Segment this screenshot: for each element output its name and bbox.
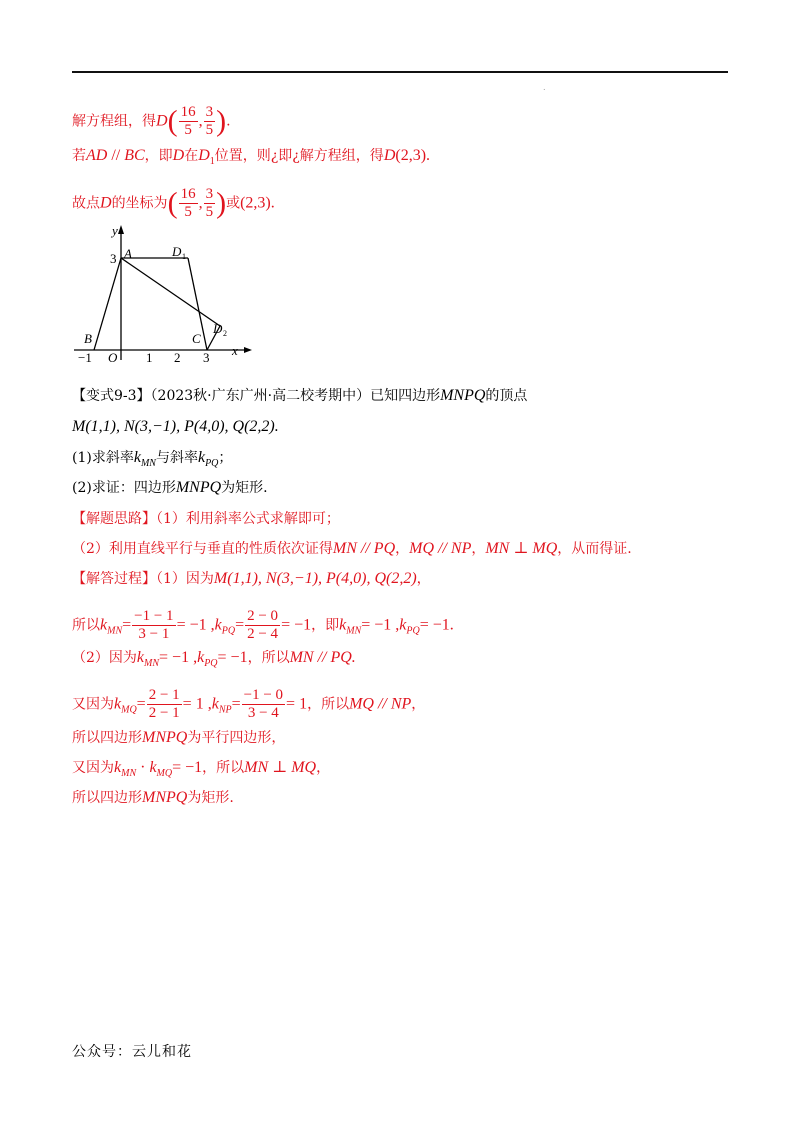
text: 或 — [226, 195, 241, 212]
text: 为矩形. — [187, 790, 234, 806]
denominator: 3 − 4 — [247, 705, 279, 721]
math: k — [197, 649, 205, 666]
fraction — [242, 687, 285, 722]
x-tick-minus-1: −1 — [78, 350, 92, 364]
subscript: PQ — [205, 458, 219, 469]
math: = — [136, 695, 146, 713]
text: 已知四边形 — [370, 388, 441, 404]
process-line-1 — [72, 569, 431, 589]
math: MNPQ — [440, 387, 486, 404]
math: BC — [124, 147, 145, 164]
text: ， — [395, 541, 410, 557]
solution-line-1: 解方程组，得D( $\frac{16}{5}$ , $\frac{3}{5}$ ). — [72, 104, 231, 138]
y-axis-arrow — [118, 225, 124, 234]
subscript: PQ — [221, 625, 236, 637]
text: ，所以 — [247, 650, 290, 666]
math: MNPQ — [175, 479, 222, 496]
x-tick-1: 1 — [146, 350, 153, 364]
process-line-7 — [72, 788, 234, 808]
point-label-d2: D — [213, 321, 223, 336]
subscript: MN — [144, 658, 160, 669]
fraction — [204, 186, 216, 221]
text: (2)求证：四边形 — [72, 480, 176, 496]
numerator: 3 — [205, 104, 214, 120]
text: 解方程组，得 — [72, 113, 156, 130]
math: MN ⊥ MQ — [485, 540, 558, 557]
text: 所以四边形 — [72, 790, 142, 806]
solution-line-2 — [72, 146, 430, 172]
math: · — [136, 759, 150, 776]
coordinate-figure — [72, 222, 262, 364]
fraction — [147, 687, 182, 722]
text: ，即 — [311, 617, 340, 634]
text: 所以 — [72, 617, 100, 634]
text: （1）利用斜率公式求解即可； — [156, 511, 340, 527]
point-label-d1: D — [172, 244, 182, 259]
paren-left: ( — [167, 186, 178, 220]
text: 为平行四边形， — [187, 730, 286, 746]
denominator: 5 — [205, 122, 214, 138]
header-rule — [72, 71, 728, 73]
numerator: 16 — [180, 104, 196, 120]
numerator: −1 − 0 — [243, 687, 284, 703]
idea-line-2 — [72, 539, 632, 559]
header-dot: . — [543, 83, 546, 92]
math: = −1 — [281, 616, 312, 634]
segment-AD2 — [121, 258, 220, 326]
math: k — [136, 649, 145, 666]
subscript: MQ — [121, 704, 137, 716]
text: ，从而得证. — [557, 541, 632, 557]
math: k — [339, 616, 347, 634]
math: k — [214, 616, 222, 634]
fraction — [179, 186, 198, 221]
math: MQ // NP — [349, 695, 412, 713]
point-label-d1-sub: 1 — [182, 252, 186, 261]
subscript: PQ — [204, 658, 218, 669]
math: D — [383, 147, 396, 164]
math: k — [149, 759, 157, 776]
numerator: 2 − 1 — [148, 687, 180, 703]
idea-line-1 — [72, 509, 340, 529]
denominator: 5 — [205, 204, 214, 220]
math: = 1 — [286, 695, 308, 713]
text: （2）利用直线平行与垂直的性质依次证得 — [72, 541, 333, 557]
math: MN ⊥ MQ — [244, 759, 317, 776]
text: 为矩形. — [221, 480, 268, 496]
idea-tag: 【解题思路】 — [72, 511, 156, 527]
process-line-2 — [72, 608, 454, 643]
text: 位置，则¿即¿解方程组，得 — [214, 148, 384, 164]
process-tag: 【解答过程】 — [72, 571, 156, 587]
math: k — [100, 616, 108, 634]
math: = −1. — [419, 616, 454, 634]
process-line-4 — [72, 687, 425, 722]
x-axis-arrow — [244, 347, 252, 353]
math: // — [107, 147, 125, 164]
text: （2）因为 — [72, 650, 137, 666]
text: 的坐标为 — [111, 195, 168, 212]
text: 的顶点 — [485, 388, 528, 404]
text: ，即 — [144, 148, 173, 164]
subscript: 1 — [209, 156, 215, 167]
denominator: 5 — [184, 204, 192, 220]
math: = −1 , — [361, 616, 400, 634]
fraction — [132, 608, 175, 643]
x-tick-3: 3 — [203, 350, 210, 364]
paren-right: ) — [216, 186, 227, 220]
problem-points — [72, 417, 279, 437]
subscript: NP — [218, 704, 232, 716]
math: k — [197, 449, 206, 466]
text: . — [226, 113, 231, 130]
paren-left: ( — [167, 104, 178, 138]
math: M(1,1), N(3,−1), P(4,0), Q(2,2) — [213, 570, 417, 587]
denominator: 2 − 1 — [148, 705, 180, 721]
text: 又因为 — [72, 696, 114, 713]
paren-right: ) — [216, 104, 227, 138]
math: MNPQ — [142, 729, 188, 746]
math: k — [114, 759, 122, 776]
y-axis-label: y — [112, 223, 118, 238]
footer-text: 公众号：云儿和花 — [72, 1044, 192, 1060]
process-line-3 — [72, 648, 356, 674]
text: （1）因为 — [156, 571, 214, 587]
text: ， — [471, 541, 486, 557]
math: MQ // NP — [409, 540, 472, 557]
math: k — [211, 695, 219, 713]
subscript: MN — [107, 625, 123, 637]
subscript: MN — [121, 768, 137, 779]
math: M(1,1), N(3,−1), P(4,0), Q(2,2). — [72, 418, 279, 435]
text: 故点 — [72, 195, 100, 212]
math: = −1 , — [176, 616, 215, 634]
math: = — [122, 616, 132, 634]
math: D — [198, 147, 210, 164]
x-axis-label: x — [232, 343, 238, 358]
subscript: MN — [346, 625, 362, 637]
math: = −1 — [217, 649, 248, 666]
math: = — [235, 616, 245, 634]
text: ， — [416, 571, 431, 587]
numerator: −1 − 1 — [134, 608, 174, 624]
math: = −1 , — [159, 649, 198, 666]
process-line-5 — [72, 728, 285, 748]
numerator: 3 — [205, 186, 214, 202]
text: ，所以 — [202, 760, 245, 776]
point-label-d2-sub: 2 — [223, 329, 227, 338]
math-d: D — [156, 112, 168, 130]
text: (1)求斜率 — [72, 450, 134, 466]
text: ， — [316, 760, 331, 776]
fraction — [245, 608, 280, 643]
fraction — [204, 104, 216, 139]
subscript: PQ — [406, 625, 420, 637]
numerator: 2 − 0 — [247, 608, 279, 624]
text: 若 — [72, 148, 86, 164]
text: ； — [218, 450, 233, 466]
point-label-a: A — [124, 246, 132, 261]
math: AD — [86, 147, 108, 164]
text: 又因为 — [72, 760, 114, 776]
denominator: 5 — [184, 122, 192, 138]
problem-source: （2023秋·广东广州·高二校考期中） — [150, 388, 371, 404]
segment-BA — [94, 258, 121, 350]
math: = — [231, 695, 241, 713]
text: 在 — [184, 148, 199, 164]
math: D — [100, 194, 112, 212]
math: (2,3). — [395, 147, 431, 164]
text: ， — [411, 696, 426, 713]
numerator: 16 — [180, 186, 196, 202]
origin-label: O — [108, 350, 118, 364]
math: = 1 , — [182, 695, 212, 713]
math: MNPQ — [142, 789, 188, 806]
problem-stem — [72, 386, 527, 406]
text: ，所以 — [307, 696, 350, 713]
solution-line-3: 故点D的坐标为( $\frac{16}{5}$ , $\frac{3}{5}$ )或(2,3). — [72, 186, 275, 220]
math: k — [133, 449, 141, 466]
math: k — [114, 695, 122, 713]
problem-tag: 【变式9-3】 — [72, 388, 151, 404]
math: = −1 — [172, 759, 203, 776]
subscript: MQ — [156, 768, 173, 779]
subscript: MN — [140, 458, 156, 469]
text: 所以四边形 — [72, 730, 142, 746]
math: MN // PQ. — [289, 649, 356, 666]
fraction — [179, 104, 198, 139]
problem-q1 — [72, 448, 232, 474]
y-tick-3: 3 — [110, 251, 117, 266]
math: k — [399, 616, 407, 634]
math: (2,3). — [240, 194, 275, 212]
point-label-b: B — [84, 331, 92, 346]
denominator: 3 − 1 — [138, 626, 170, 642]
x-tick-2: 2 — [174, 350, 181, 364]
denominator: 2 − 4 — [247, 626, 279, 642]
math: D — [172, 147, 185, 164]
point-label-c: C — [192, 331, 201, 346]
math: MN // PQ — [332, 540, 396, 557]
problem-q2 — [72, 478, 268, 498]
text: 与斜率 — [155, 450, 198, 466]
process-line-6 — [72, 758, 330, 784]
